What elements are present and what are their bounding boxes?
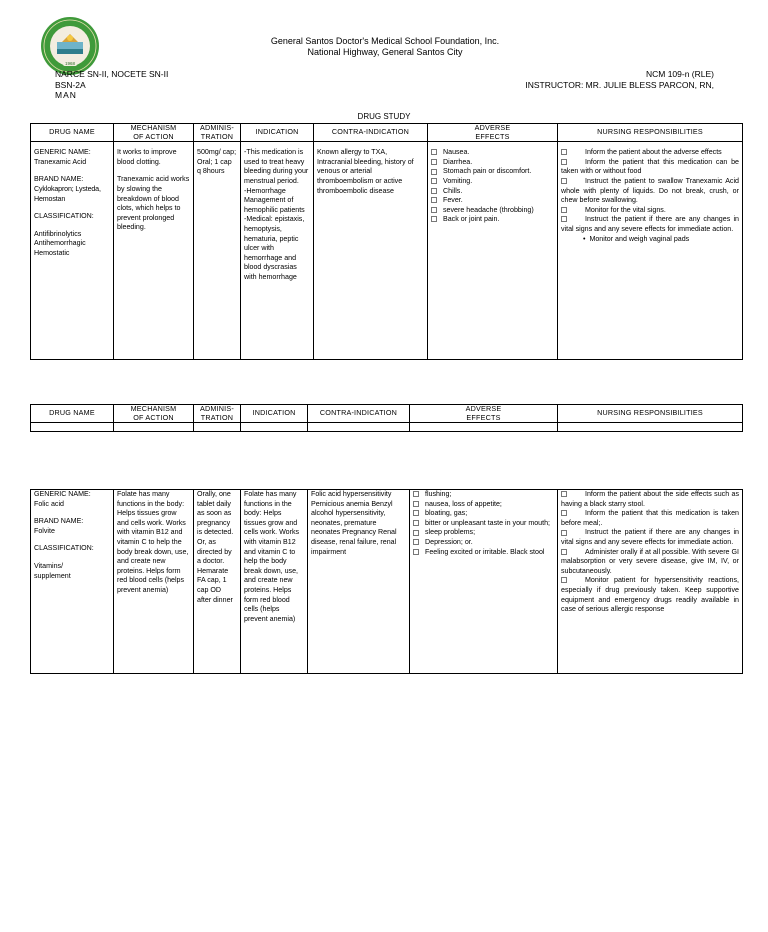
drug-name-cell: GENERIC NAME: Tranexamic Acid BRAND NAME: Cyklokapron; Lysteda, Hemostan CLASSIFICATION: Antifibrinolytics Antihemorrhagic Hemostatic <box>31 142 114 360</box>
col-contraindication: CONTRA-INDICATION <box>314 124 428 142</box>
contraindication-cell: Folic acid hypersensitivity Pernicious anemia Benzyl alcohol hypersensitivity, neonates, premature neonates Pregnancy Renal disease, renal failure, renal impairment <box>308 490 410 674</box>
checkbox-icon <box>431 159 437 165</box>
contraindication-cell: Known allergy to TXA, Intracranial bleeding, history of venous or arterial thromboembolism or active thromboembolic disease <box>314 142 428 360</box>
drug-table-folic-acid <box>30 489 743 674</box>
nursing-cell: Inform the patient about the adverse effects Inform the patient that this medication can be taken with or without food Instruct the patient to swallow Tranexamic Acid whole with plenty of liquids. Do not break, crush, or chew before swallowing. Monitor for the vital signs. Instruct the patient if there are any changes in vital signs and any severe effects for immediate action. • Monitor and weigh vaginal pads <box>558 142 743 360</box>
instructor: INSTRUCTOR: MR. JULIE BLESS PARCON, RN, <box>525 79 714 90</box>
group: MAN <box>55 90 77 100</box>
checkbox-icon <box>561 530 567 536</box>
checkbox-icon <box>561 216 567 222</box>
col-administration: ADMINIS- TRATION <box>194 124 241 142</box>
school-name: General Santos Doctor's Medical School Foundation, Inc. <box>270 36 500 46</box>
adverse-effects-cell: Nausea. Diarrhea. Stomach pain or discomfort. Vomiting. Chills. Fever. severe headache (throbbing) Back or joint pain. <box>428 142 558 360</box>
table-row <box>31 423 743 432</box>
checkbox-icon <box>561 149 567 155</box>
col-adverse-effects: ADVERSE EFFECTS <box>428 124 558 142</box>
col-mechanism: MECHANISM OF ACTION <box>114 405 194 423</box>
checkbox-icon <box>561 207 567 213</box>
checkbox-icon <box>413 530 419 536</box>
col-indication: INDICATION <box>241 405 308 423</box>
checkbox-icon <box>413 501 419 507</box>
mechanism-cell: Folate has many functions in the body: Helps tissues grow and cells work. Works with vitamin B12 and vitamin C to help the body break down, use, and create new proteins. Helps form red blood cells (helps prevent anemia) <box>114 490 194 674</box>
checkbox-icon <box>561 159 567 165</box>
school-seal-logo <box>40 16 100 76</box>
checkbox-icon <box>431 197 437 203</box>
checkbox-icon <box>561 178 567 184</box>
svg-text:1968: 1968 <box>64 61 76 66</box>
drug-name-cell: GENERIC NAME: Folic acid BRAND NAME: Folvite CLASSIFICATION: Vitamins/ supplement <box>31 490 114 674</box>
table-row <box>31 490 743 674</box>
checkbox-icon <box>413 539 419 545</box>
students: NARCE SN-II, NOCETE SN-II <box>55 69 169 79</box>
col-drug-name: DRUG NAME <box>31 124 114 142</box>
administration-cell: 500mg/ cap; Oral; 1 cap q 8hours <box>194 142 241 360</box>
course-info <box>525 69 714 90</box>
section: BSN-2A <box>55 79 86 90</box>
table-header-row <box>31 124 743 142</box>
student-info <box>55 69 168 101</box>
col-indication: INDICATION <box>241 124 314 142</box>
indication-cell: Folate has many functions in the body: Helps tissues grow and cells work. Works with vitamin B12 and vitamin C to help the body break down, use, and create new proteins. Helps form red blood cells (helps prevent anemia) <box>241 490 308 674</box>
checkbox-icon <box>561 510 567 516</box>
drug-table-tranexamic <box>30 123 743 360</box>
col-nursing: NURSING RESPONSIBILITIES <box>558 405 743 423</box>
checkbox-icon <box>413 510 419 516</box>
course: NCM 109-n (RLE) <box>645 69 714 79</box>
drug-study-title: DRUG STUDY <box>357 112 411 121</box>
checkbox-icon <box>431 149 437 155</box>
checkbox-icon <box>413 491 419 497</box>
col-mechanism: MECHANISM OF ACTION <box>114 124 194 142</box>
checkbox-icon <box>431 207 437 213</box>
school-address: National Highway, General Santos City <box>307 47 463 57</box>
table-row <box>31 142 743 360</box>
col-drug-name: DRUG NAME <box>31 405 114 423</box>
checkbox-icon <box>431 169 437 175</box>
administration-cell: Orally, one tablet daily as soon as pregnancy is detected. Or, as directed by a doctor. Hemarate FA cap, 1 cap OD after dinner <box>194 490 241 674</box>
col-contraindication: CONTRA-INDICATION <box>308 405 410 423</box>
checkbox-icon <box>431 188 437 194</box>
col-nursing: NURSING RESPONSIBILITIES <box>558 124 743 142</box>
checkbox-icon <box>561 577 567 583</box>
adverse-effects-cell: flushing; nausea, loss of appetite; bloating, gas; bitter or unpleasant taste in your mouth; sleep problems; Depression; or. Feeling excited or irritable. Black stool <box>410 490 558 674</box>
table-header-row <box>31 405 743 423</box>
checkbox-icon <box>413 549 419 555</box>
checkbox-icon <box>413 520 419 526</box>
mechanism-cell: It works to improve blood clotting. Tranexamic acid works by slowing the breakdown of blood clots, which helps to prevent prolonged bleeding. <box>114 142 194 360</box>
drug-table-empty <box>30 404 743 432</box>
col-administration: ADMINIS- TRATION <box>194 405 241 423</box>
checkbox-icon <box>561 491 567 497</box>
checkbox-icon <box>561 549 567 555</box>
col-adverse-effects: ADVERSE EFFECTS <box>410 405 558 423</box>
nursing-cell: Inform the patient about the side effects such as having a black starry stool. Inform the patient that this medication is taken before meal;. Instruct the patient if there are any changes in vital signs and any severe effects for immediate action. Administer orally if at all possible. With severe GI malabsorption or very severe disease, give IM, IV, or subcutaneously. Monitor patient for hypersensitivity reactions, especially if drug previously taken. Keep supportive equipment and emergency drugs readily available in case of serious allergic response <box>558 490 743 674</box>
checkbox-icon <box>431 178 437 184</box>
checkbox-icon <box>431 216 437 222</box>
indication-cell: -This medication is used to treat heavy bleeding during your menstrual period. -Hemorrhage Management of hemophilic patients -Medical: epistaxis, hemoptysis, hematuria, peptic ulcer with hemorrhage and blood dyscrasias with hemorrhage <box>241 142 314 360</box>
